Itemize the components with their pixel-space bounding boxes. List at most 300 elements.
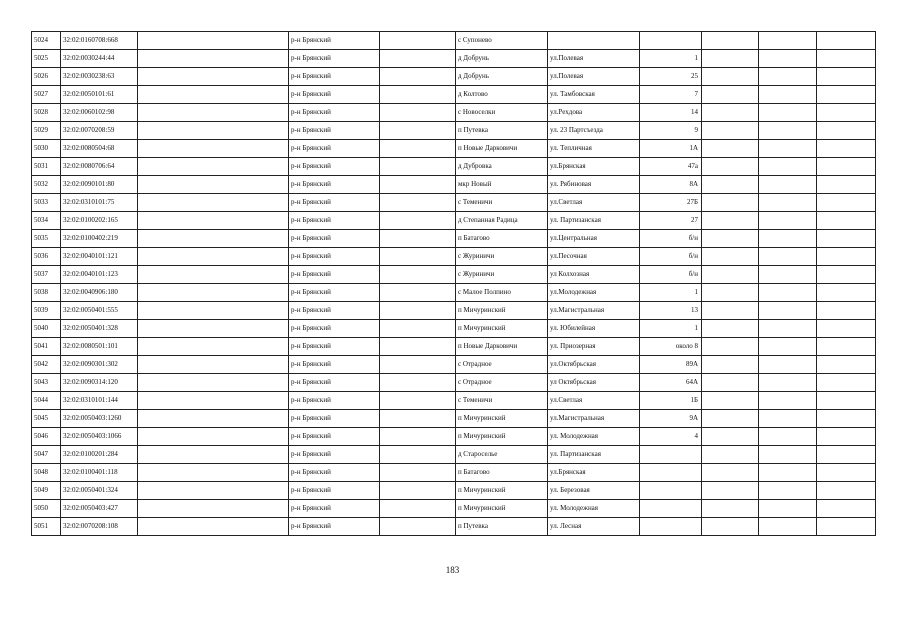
blank-col-11-cell bbox=[817, 302, 876, 320]
house-number-cell bbox=[640, 518, 702, 536]
blank-col-9-cell bbox=[702, 194, 759, 212]
row-number-cell: 5050 bbox=[32, 500, 61, 518]
street-cell: ул.Магистральная bbox=[548, 410, 640, 428]
cadastral-number-cell: 32:02:0050403:1260 bbox=[61, 410, 138, 428]
settlement-cell: с Супонево bbox=[456, 32, 548, 50]
blank-col-10-cell bbox=[759, 104, 817, 122]
row-number-cell: 5051 bbox=[32, 518, 61, 536]
blank-col-11-cell bbox=[817, 392, 876, 410]
settlement-cell: д Степанная Радица bbox=[456, 212, 548, 230]
table-row bbox=[32, 518, 876, 536]
blank-col-3-cell bbox=[138, 320, 289, 338]
cadastral-number-cell: 32:02:0090301:302 bbox=[61, 356, 138, 374]
cadastral-number-cell: 32:02:0070208:108 bbox=[61, 518, 138, 536]
house-number-cell: 47а bbox=[640, 158, 702, 176]
blank-col-9-cell bbox=[702, 176, 759, 194]
district-cell: р-н Брянский bbox=[289, 374, 380, 392]
blank-col-9-cell bbox=[702, 158, 759, 176]
blank-col-9-cell bbox=[702, 32, 759, 50]
district-cell: р-н Брянский bbox=[289, 50, 380, 68]
district-cell: р-н Брянский bbox=[289, 284, 380, 302]
street-cell: ул.Полевая bbox=[548, 50, 640, 68]
row-number-cell: 5040 bbox=[32, 320, 61, 338]
blank-col-5-cell bbox=[380, 302, 456, 320]
district-cell: р-н Брянский bbox=[289, 122, 380, 140]
blank-col-11-cell bbox=[817, 284, 876, 302]
blank-col-9-cell bbox=[702, 68, 759, 86]
blank-col-5-cell bbox=[380, 158, 456, 176]
house-number-cell: б/н bbox=[640, 230, 702, 248]
table-row bbox=[32, 140, 876, 158]
district-cell: р-н Брянский bbox=[289, 266, 380, 284]
blank-col-9-cell bbox=[702, 374, 759, 392]
house-number-cell: 64А bbox=[640, 374, 702, 392]
district-cell: р-н Брянский bbox=[289, 140, 380, 158]
blank-col-11-cell bbox=[817, 122, 876, 140]
blank-col-9-cell bbox=[702, 248, 759, 266]
district-cell: р-н Брянский bbox=[289, 464, 380, 482]
blank-col-3-cell bbox=[138, 230, 289, 248]
blank-col-3-cell bbox=[138, 518, 289, 536]
street-cell: ул. Партизанская bbox=[548, 212, 640, 230]
blank-col-5-cell bbox=[380, 464, 456, 482]
table-body bbox=[32, 32, 876, 536]
blank-col-9-cell bbox=[702, 122, 759, 140]
blank-col-11-cell bbox=[817, 140, 876, 158]
blank-col-5-cell bbox=[380, 338, 456, 356]
cadastral-number-cell: 32:02:0050403:427 bbox=[61, 500, 138, 518]
settlement-cell: с Журиничи bbox=[456, 248, 548, 266]
table-row bbox=[32, 284, 876, 302]
blank-col-9-cell bbox=[702, 410, 759, 428]
district-cell: р-н Брянский bbox=[289, 518, 380, 536]
settlement-cell: п Новые Дарковичи bbox=[456, 338, 548, 356]
house-number-cell: 4 bbox=[640, 428, 702, 446]
table-row bbox=[32, 500, 876, 518]
blank-col-10-cell bbox=[759, 284, 817, 302]
cadastral-number-cell: 32:02:0080504:68 bbox=[61, 140, 138, 158]
blank-col-11-cell bbox=[817, 338, 876, 356]
cadastral-number-cell: 32:02:0070208:59 bbox=[61, 122, 138, 140]
house-number-cell bbox=[640, 446, 702, 464]
table-row bbox=[32, 464, 876, 482]
settlement-cell: п Мичуринский bbox=[456, 320, 548, 338]
settlement-cell: с Журиничи bbox=[456, 266, 548, 284]
blank-col-10-cell bbox=[759, 194, 817, 212]
cadastral-number-cell: 32:02:0030244:44 bbox=[61, 50, 138, 68]
cadastral-number-cell: 32:02:0080706:64 bbox=[61, 158, 138, 176]
settlement-cell: с Новоселки bbox=[456, 104, 548, 122]
cadastral-number-cell: 32:02:0060102:98 bbox=[61, 104, 138, 122]
district-cell: р-н Брянский bbox=[289, 68, 380, 86]
settlement-cell: д Колтово bbox=[456, 86, 548, 104]
street-cell: ул.Светлая bbox=[548, 392, 640, 410]
blank-col-3-cell bbox=[138, 32, 289, 50]
district-cell: р-н Брянский bbox=[289, 500, 380, 518]
blank-col-3-cell bbox=[138, 212, 289, 230]
street-cell: ул. Юбилейная bbox=[548, 320, 640, 338]
blank-col-10-cell bbox=[759, 176, 817, 194]
table-row bbox=[32, 266, 876, 284]
blank-col-9-cell bbox=[702, 464, 759, 482]
blank-col-10-cell bbox=[759, 482, 817, 500]
cadastral-number-cell: 32:02:0100402:219 bbox=[61, 230, 138, 248]
blank-col-3-cell bbox=[138, 104, 289, 122]
blank-col-5-cell bbox=[380, 410, 456, 428]
district-cell: р-н Брянский bbox=[289, 392, 380, 410]
row-number-cell: 5038 bbox=[32, 284, 61, 302]
street-cell: ул Колхозная bbox=[548, 266, 640, 284]
street-cell: ул. Березовая bbox=[548, 482, 640, 500]
blank-col-9-cell bbox=[702, 500, 759, 518]
blank-col-9-cell bbox=[702, 320, 759, 338]
blank-col-5-cell bbox=[380, 32, 456, 50]
table-row bbox=[32, 230, 876, 248]
row-number-cell: 5046 bbox=[32, 428, 61, 446]
row-number-cell: 5045 bbox=[32, 410, 61, 428]
street-cell: ул. Тепличная bbox=[548, 140, 640, 158]
blank-col-3-cell bbox=[138, 374, 289, 392]
blank-col-9-cell bbox=[702, 392, 759, 410]
row-number-cell: 5028 bbox=[32, 104, 61, 122]
district-cell: р-н Брянский bbox=[289, 410, 380, 428]
row-number-cell: 5042 bbox=[32, 356, 61, 374]
district-cell: р-н Брянский bbox=[289, 86, 380, 104]
house-number-cell: 89А bbox=[640, 356, 702, 374]
blank-col-3-cell bbox=[138, 482, 289, 500]
blank-col-10-cell bbox=[759, 500, 817, 518]
blank-col-5-cell bbox=[380, 230, 456, 248]
settlement-cell: с Теменичи bbox=[456, 392, 548, 410]
blank-col-3-cell bbox=[138, 194, 289, 212]
blank-col-3-cell bbox=[138, 464, 289, 482]
blank-col-5-cell bbox=[380, 212, 456, 230]
blank-col-9-cell bbox=[702, 104, 759, 122]
street-cell: ул.Рехдова bbox=[548, 104, 640, 122]
street-cell: ул.Магистральная bbox=[548, 302, 640, 320]
table-row bbox=[32, 482, 876, 500]
district-cell: р-н Брянский bbox=[289, 482, 380, 500]
blank-col-10-cell bbox=[759, 140, 817, 158]
blank-col-10-cell bbox=[759, 446, 817, 464]
street-cell: ул.Брянская bbox=[548, 158, 640, 176]
blank-col-5-cell bbox=[380, 266, 456, 284]
settlement-cell: с Отрадное bbox=[456, 356, 548, 374]
house-number-cell: б/н bbox=[640, 248, 702, 266]
blank-col-5-cell bbox=[380, 140, 456, 158]
cadastral-number-cell: 32:02:0160708:668 bbox=[61, 32, 138, 50]
blank-col-10-cell bbox=[759, 248, 817, 266]
district-cell: р-н Брянский bbox=[289, 338, 380, 356]
blank-col-5-cell bbox=[380, 428, 456, 446]
cadastral-number-cell: 32:02:0040906:180 bbox=[61, 284, 138, 302]
cadastral-number-cell: 32:02:0050101:61 bbox=[61, 86, 138, 104]
street-cell: ул.Молодежная bbox=[548, 284, 640, 302]
blank-col-9-cell bbox=[702, 338, 759, 356]
settlement-cell: п Батагово bbox=[456, 464, 548, 482]
table-row bbox=[32, 410, 876, 428]
cadastral-number-cell: 32:02:0040101:123 bbox=[61, 266, 138, 284]
cadastral-number-cell: 32:02:0310101:75 bbox=[61, 194, 138, 212]
settlement-cell: с Теменичи bbox=[456, 194, 548, 212]
settlement-cell: п Мичуринский bbox=[456, 500, 548, 518]
blank-col-3-cell bbox=[138, 158, 289, 176]
blank-col-11-cell bbox=[817, 482, 876, 500]
settlement-cell: д Добрунь bbox=[456, 68, 548, 86]
settlement-cell: мкр Новый bbox=[456, 176, 548, 194]
blank-col-10-cell bbox=[759, 122, 817, 140]
table-row bbox=[32, 104, 876, 122]
settlement-cell: п Мичуринский bbox=[456, 482, 548, 500]
house-number-cell: 8А bbox=[640, 176, 702, 194]
blank-col-9-cell bbox=[702, 266, 759, 284]
blank-col-10-cell bbox=[759, 428, 817, 446]
blank-col-10-cell bbox=[759, 266, 817, 284]
cadastral-number-cell: 32:02:0050401:555 bbox=[61, 302, 138, 320]
table-row bbox=[32, 374, 876, 392]
blank-col-10-cell bbox=[759, 302, 817, 320]
row-number-cell: 5043 bbox=[32, 374, 61, 392]
street-cell: ул. Лесная bbox=[548, 518, 640, 536]
blank-col-5-cell bbox=[380, 446, 456, 464]
table-row bbox=[32, 392, 876, 410]
street-cell: ул. Партизанская bbox=[548, 446, 640, 464]
table-row bbox=[32, 32, 876, 50]
blank-col-11-cell bbox=[817, 176, 876, 194]
house-number-cell: 14 bbox=[640, 104, 702, 122]
blank-col-5-cell bbox=[380, 176, 456, 194]
blank-col-5-cell bbox=[380, 482, 456, 500]
row-number-cell: 5031 bbox=[32, 158, 61, 176]
house-number-cell: 25 bbox=[640, 68, 702, 86]
blank-col-3-cell bbox=[138, 248, 289, 266]
blank-col-9-cell bbox=[702, 302, 759, 320]
blank-col-11-cell bbox=[817, 500, 876, 518]
blank-col-5-cell bbox=[380, 356, 456, 374]
table-row bbox=[32, 50, 876, 68]
house-number-cell bbox=[640, 500, 702, 518]
blank-col-9-cell bbox=[702, 212, 759, 230]
blank-col-9-cell bbox=[702, 428, 759, 446]
blank-col-9-cell bbox=[702, 518, 759, 536]
house-number-cell: б/н bbox=[640, 266, 702, 284]
street-cell: ул.Песочная bbox=[548, 248, 640, 266]
street-cell: ул. Рябиновая bbox=[548, 176, 640, 194]
blank-col-11-cell bbox=[817, 356, 876, 374]
row-number-cell: 5048 bbox=[32, 464, 61, 482]
blank-col-9-cell bbox=[702, 86, 759, 104]
cadastral-number-cell: 32:02:0310101:144 bbox=[61, 392, 138, 410]
blank-col-11-cell bbox=[817, 428, 876, 446]
row-number-cell: 5033 bbox=[32, 194, 61, 212]
cadastral-number-cell: 32:02:0090314:120 bbox=[61, 374, 138, 392]
blank-col-11-cell bbox=[817, 266, 876, 284]
blank-col-11-cell bbox=[817, 320, 876, 338]
settlement-cell: п Путевка bbox=[456, 122, 548, 140]
blank-col-10-cell bbox=[759, 320, 817, 338]
blank-col-5-cell bbox=[380, 500, 456, 518]
blank-col-3-cell bbox=[138, 500, 289, 518]
table-row bbox=[32, 122, 876, 140]
street-cell: ул Октябрьская bbox=[548, 374, 640, 392]
blank-col-11-cell bbox=[817, 32, 876, 50]
row-number-cell: 5039 bbox=[32, 302, 61, 320]
settlement-cell: п Новые Дарковичи bbox=[456, 140, 548, 158]
row-number-cell: 5032 bbox=[32, 176, 61, 194]
blank-col-5-cell bbox=[380, 320, 456, 338]
table-row bbox=[32, 248, 876, 266]
blank-col-3-cell bbox=[138, 410, 289, 428]
house-number-cell: 27Б bbox=[640, 194, 702, 212]
house-number-cell: 27 bbox=[640, 212, 702, 230]
blank-col-10-cell bbox=[759, 68, 817, 86]
blank-col-3-cell bbox=[138, 428, 289, 446]
street-cell: ул. Приозерная bbox=[548, 338, 640, 356]
table-row bbox=[32, 338, 876, 356]
blank-col-11-cell bbox=[817, 68, 876, 86]
row-number-cell: 5027 bbox=[32, 86, 61, 104]
street-cell: ул.Брянская bbox=[548, 464, 640, 482]
blank-col-3-cell bbox=[138, 176, 289, 194]
blank-col-5-cell bbox=[380, 518, 456, 536]
table-row bbox=[32, 194, 876, 212]
house-number-cell: 1Б bbox=[640, 392, 702, 410]
page-number: 183 bbox=[445, 565, 460, 575]
blank-col-5-cell bbox=[380, 392, 456, 410]
cadastral-number-cell: 32:02:0100401:118 bbox=[61, 464, 138, 482]
registry-table bbox=[31, 31, 876, 536]
settlement-cell: д Добрунь bbox=[456, 50, 548, 68]
house-number-cell bbox=[640, 32, 702, 50]
cadastral-number-cell: 32:02:0090101:80 bbox=[61, 176, 138, 194]
district-cell: р-н Брянский bbox=[289, 158, 380, 176]
blank-col-11-cell bbox=[817, 464, 876, 482]
blank-col-5-cell bbox=[380, 374, 456, 392]
table-row bbox=[32, 356, 876, 374]
blank-col-10-cell bbox=[759, 32, 817, 50]
table-row bbox=[32, 212, 876, 230]
settlement-cell: с Отрадное bbox=[456, 374, 548, 392]
blank-col-9-cell bbox=[702, 446, 759, 464]
district-cell: р-н Брянский bbox=[289, 32, 380, 50]
blank-col-11-cell bbox=[817, 212, 876, 230]
blank-col-9-cell bbox=[702, 356, 759, 374]
row-number-cell: 5029 bbox=[32, 122, 61, 140]
blank-col-11-cell bbox=[817, 158, 876, 176]
street-cell bbox=[548, 32, 640, 50]
blank-col-3-cell bbox=[138, 356, 289, 374]
cadastral-number-cell: 32:02:0050401:328 bbox=[61, 320, 138, 338]
blank-col-11-cell bbox=[817, 230, 876, 248]
house-number-cell: 1 bbox=[640, 284, 702, 302]
blank-col-9-cell bbox=[702, 230, 759, 248]
blank-col-10-cell bbox=[759, 338, 817, 356]
settlement-cell: д Староселье bbox=[456, 446, 548, 464]
row-number-cell: 5034 bbox=[32, 212, 61, 230]
blank-col-10-cell bbox=[759, 374, 817, 392]
cadastral-number-cell: 32:02:0040101:121 bbox=[61, 248, 138, 266]
cadastral-number-cell: 32:02:0100201:284 bbox=[61, 446, 138, 464]
settlement-cell: с Малое Полпино bbox=[456, 284, 548, 302]
blank-col-3-cell bbox=[138, 446, 289, 464]
house-number-cell: 1А bbox=[640, 140, 702, 158]
table-row bbox=[32, 68, 876, 86]
cadastral-number-cell: 32:02:0050403:1066 bbox=[61, 428, 138, 446]
settlement-cell: п Мичуринский bbox=[456, 302, 548, 320]
blank-col-9-cell bbox=[702, 284, 759, 302]
blank-col-3-cell bbox=[138, 266, 289, 284]
blank-col-5-cell bbox=[380, 68, 456, 86]
house-number-cell: 13 bbox=[640, 302, 702, 320]
district-cell: р-н Брянский bbox=[289, 356, 380, 374]
blank-col-3-cell bbox=[138, 284, 289, 302]
street-cell: ул.Центральная bbox=[548, 230, 640, 248]
blank-col-11-cell bbox=[817, 50, 876, 68]
table-row bbox=[32, 86, 876, 104]
blank-col-10-cell bbox=[759, 212, 817, 230]
house-number-cell bbox=[640, 482, 702, 500]
blank-col-10-cell bbox=[759, 464, 817, 482]
street-cell: ул. 23 Партсъезда bbox=[548, 122, 640, 140]
house-number-cell: 7 bbox=[640, 86, 702, 104]
blank-col-5-cell bbox=[380, 50, 456, 68]
blank-col-10-cell bbox=[759, 50, 817, 68]
house-number-cell bbox=[640, 464, 702, 482]
row-number-cell: 5030 bbox=[32, 140, 61, 158]
blank-col-3-cell bbox=[138, 122, 289, 140]
cadastral-number-cell: 32:02:0100202:165 bbox=[61, 212, 138, 230]
blank-col-11-cell bbox=[817, 446, 876, 464]
house-number-cell: 9А bbox=[640, 410, 702, 428]
blank-col-5-cell bbox=[380, 122, 456, 140]
street-cell: ул. Молодежная bbox=[548, 500, 640, 518]
district-cell: р-н Брянский bbox=[289, 446, 380, 464]
row-number-cell: 5044 bbox=[32, 392, 61, 410]
blank-col-11-cell bbox=[817, 410, 876, 428]
blank-col-3-cell bbox=[138, 302, 289, 320]
blank-col-11-cell bbox=[817, 374, 876, 392]
blank-col-3-cell bbox=[138, 68, 289, 86]
blank-col-11-cell bbox=[817, 518, 876, 536]
district-cell: р-н Брянский bbox=[289, 194, 380, 212]
district-cell: р-н Брянский bbox=[289, 176, 380, 194]
row-number-cell: 5037 bbox=[32, 266, 61, 284]
blank-col-5-cell bbox=[380, 284, 456, 302]
cadastral-number-cell: 32:02:0080501:101 bbox=[61, 338, 138, 356]
row-number-cell: 5025 bbox=[32, 50, 61, 68]
blank-col-5-cell bbox=[380, 104, 456, 122]
blank-col-10-cell bbox=[759, 230, 817, 248]
settlement-cell: п Мичуринский bbox=[456, 428, 548, 446]
settlement-cell: д Дубровка bbox=[456, 158, 548, 176]
row-number-cell: 5047 bbox=[32, 446, 61, 464]
blank-col-5-cell bbox=[380, 194, 456, 212]
blank-col-10-cell bbox=[759, 392, 817, 410]
house-number-cell: 9 bbox=[640, 122, 702, 140]
district-cell: р-н Брянский bbox=[289, 230, 380, 248]
table-row bbox=[32, 176, 876, 194]
blank-col-9-cell bbox=[702, 50, 759, 68]
row-number-cell: 5035 bbox=[32, 230, 61, 248]
district-cell: р-н Брянский bbox=[289, 428, 380, 446]
blank-col-9-cell bbox=[702, 140, 759, 158]
cadastral-number-cell: 32:02:0030238:63 bbox=[61, 68, 138, 86]
blank-col-10-cell bbox=[759, 86, 817, 104]
blank-col-10-cell bbox=[759, 518, 817, 536]
district-cell: р-н Брянский bbox=[289, 248, 380, 266]
cadastral-number-cell: 32:02:0050401:324 bbox=[61, 482, 138, 500]
blank-col-11-cell bbox=[817, 86, 876, 104]
